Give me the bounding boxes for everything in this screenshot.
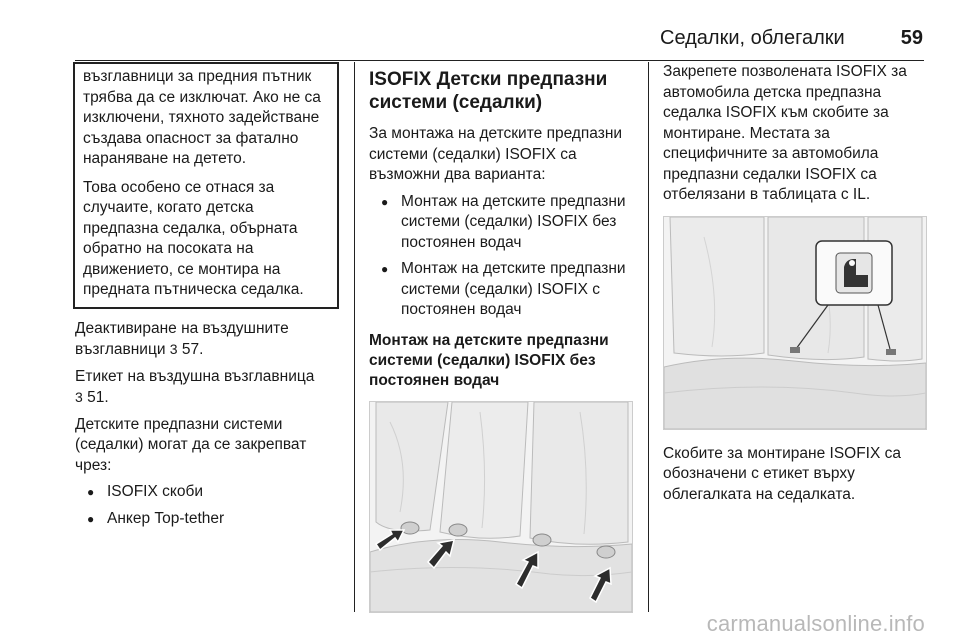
airbag-label-reference: [75, 367, 339, 409]
rear-seat-isofix-label-illustration: [663, 216, 927, 430]
page-number: 59: [900, 27, 923, 49]
child-seat-icon: [836, 253, 872, 293]
mounting-instructions: Закрепете позволената ISOFIX за автомобила детска предпазна седалка ISOFIX към скобите за монтиране. Местата за специфичните за автомобила предпазни седалки ISOFIX са отбелязани в таблицата с IL.: [663, 63, 907, 203]
section-title: Седалки, облегалки: [660, 27, 845, 49]
list-item: ● Монтаж на детските предпазни системи (седалки) ISOFIX с постоянен водач: [369, 259, 633, 321]
list-item: ● Монтаж на детските предпазни системи (седалки) ISOFIX без постоянен водач: [369, 192, 633, 254]
header-divider: [75, 60, 924, 61]
column-right: [663, 62, 925, 511]
column-divider-2: [648, 62, 649, 612]
fastening-list: [75, 482, 339, 529]
section-heading: ISOFIX Детски предпазни системи (седалки): [369, 69, 608, 113]
reference-text: Деактивиране на въздушните възглавници: [75, 319, 289, 358]
installation-intro: За монтажа на детските предпазни системи (седалки) ISOFIX са възможни два варианта:: [369, 125, 623, 183]
figure-caption: Скобите за монтиране ISOFIX са обозначени с етикет върху облегалката на седалката.: [663, 444, 902, 503]
rear-seat-isofix-brackets-illustration: [369, 401, 633, 613]
column-middle: [369, 62, 633, 625]
column-left: [75, 62, 339, 535]
reference-link[interactable]: 51.: [87, 389, 109, 406]
page-reference-arrow-icon: 3: [169, 341, 178, 357]
reference-text: Етикет на въздушна възглавница: [75, 367, 315, 385]
airbag-deactivation-reference: [75, 319, 339, 361]
column-divider-1: [354, 62, 355, 612]
warning-paragraph-2: Това особено се отнася за случаите, когато детска предпазна седалка, обърната обратно на посоката на движението, се монтира на предната пътническа седалка.: [83, 178, 304, 298]
watermark: carmanualsonline.info: [706, 611, 925, 636]
reference-link[interactable]: 57.: [181, 341, 204, 358]
restraint-intro: Детските предпазни системи (седалки) могат да се закрепват чрез:: [75, 415, 307, 474]
warning-paragraph-1: възглавници за предния пътник трябва да се изключат. Ако не са изключени, тяхното задействане създава опасност за фатално нараняване на детето.: [83, 68, 321, 167]
subsection-heading: Монтаж на детските предпазни системи (седалки) ISOFIX без постоянен водач: [369, 331, 609, 389]
list-item: ● Анкер Top-tether: [75, 509, 339, 530]
page-reference-arrow-icon: 3: [75, 389, 83, 405]
list-item: ● ISOFIX скоби: [75, 482, 339, 503]
warning-box: [73, 62, 339, 309]
installation-options-list: [369, 192, 633, 321]
